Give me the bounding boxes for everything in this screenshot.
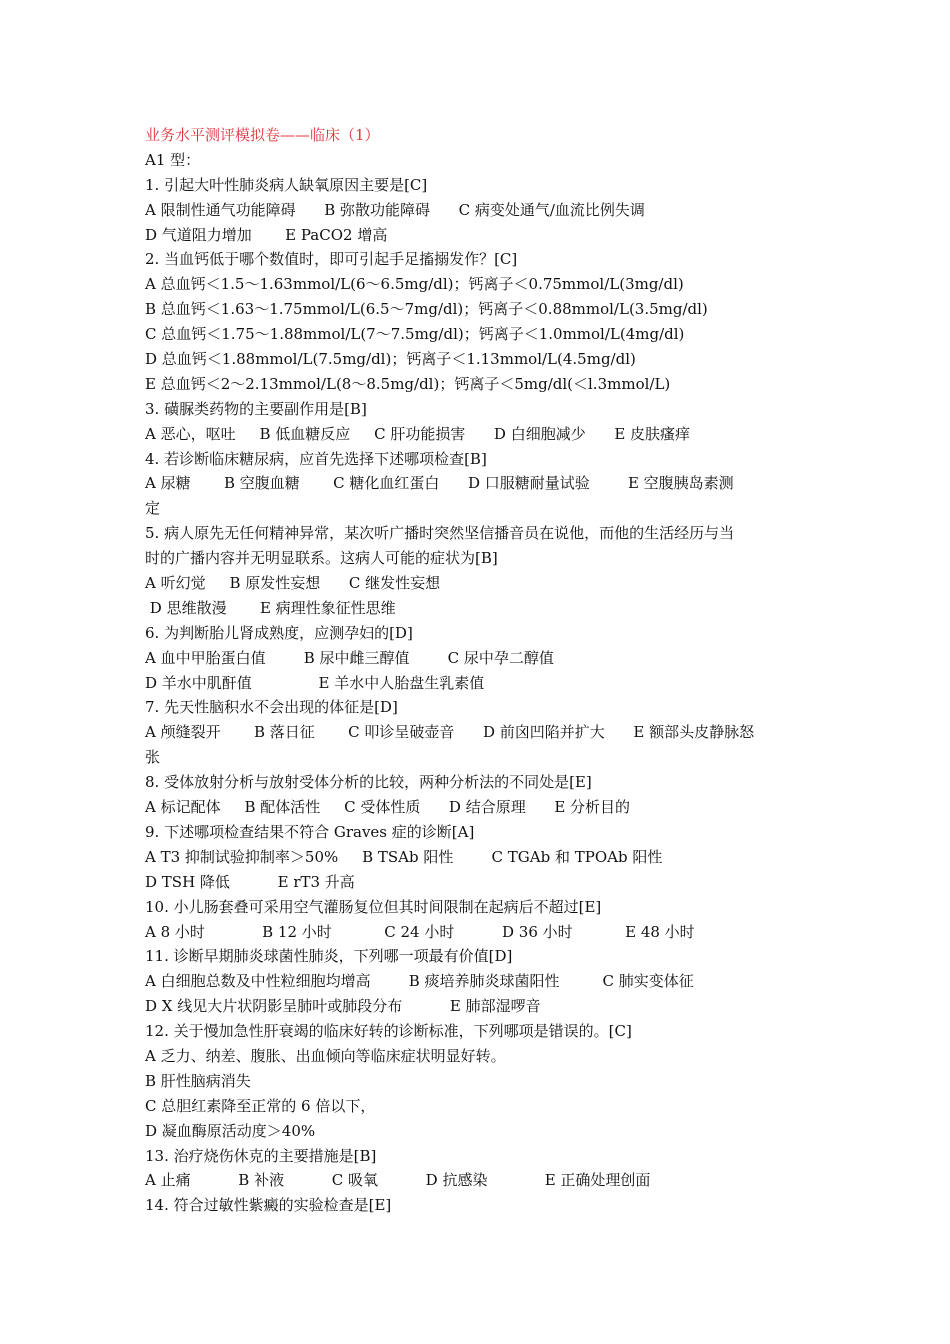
question-9-options-a: A T3 抑制试验抑制率＞50% B TSAb 阳性 C TGAb 和 TPOAb 阳性 [145,847,663,866]
question-11: 11. 诊断早期肺炎球菌性肺炎，下列哪一项最有价值[D] [145,947,513,966]
question-7: 7. 先天性脑积水不会出现的体征是[D] [145,698,398,717]
question-1-options-b: D 气道阻力增加 E PaCO2 增高 [145,225,388,244]
question-6: 6. 为判断胎儿肾成熟度，应测孕妇的[D] [145,623,413,642]
question-10: 10. 小儿肠套叠可采用空气灌肠复位但其时间限制在起病后不超过[E] [145,897,602,916]
question-10-options: A 8 小时 B 12 小时 C 24 小时 D 36 小时 E 48 小时 [145,922,695,941]
question-4: 4. 若诊断临床糖尿病，应首先选择下述哪项检查[B] [145,449,487,468]
question-2-option-b: B 总血钙＜1.63～1.75mmol/L(6.5～7mg/dl)；钙离子＜0.88mmol/L(3.5mg/dl) [145,300,708,319]
question-7-options: A 颅缝裂开 B 落日征 C 叩诊呈破壶音 D 前囟凹陷并扩大 E 额部头皮静脉怒 [145,723,755,742]
question-12-option-c: C 总胆红素降至正常的 6 倍以下， [145,1096,376,1115]
question-14: 14. 符合过敏性紫癜的实验检查是[E] [145,1196,392,1215]
question-5: 5. 病人原先无任何精神异常，某次听广播时突然坚信播音员在说他，而他的生活经历与当 [145,524,735,543]
question-3: 3. 磺脲类药物的主要副作用是[B] [145,399,367,418]
question-11-options-a: A 白细胞总数及中性粒细胞均增高 B 痰培养肺炎球菌阳性 C 肺实变体征 [145,972,694,991]
question-12-option-d: D 凝血酶原活动度＞40% [145,1121,316,1140]
question-11-options-b: D X 线见大片状阴影呈肺叶或肺段分布 E 肺部湿啰音 [145,997,541,1016]
question-2-option-d: D 总血钙＜1.88mmol/L(7.5mg/dl)；钙离子＜1.13mmol/L(4.5mg/dl) [145,350,636,369]
question-13: 13. 治疗烧伤休克的主要措施是[B] [145,1146,377,1165]
question-4-options: A 尿糖 B 空腹血糖 C 糖化血红蛋白 D 口服糖耐量试验 E 空腹胰岛素测 [145,474,734,493]
question-4-options-wrap: 定 [145,499,161,518]
question-5-wrap: 时的广播内容并无明显联系。这病人可能的症状为[B] [145,549,498,568]
question-13-options: A 止痛 B 补液 C 吸氧 D 抗感染 E 正确处理创面 [145,1171,651,1190]
question-7-options-wrap: 张 [145,748,161,767]
question-2: 2. 当血钙低于哪个数值时，即可引起手足搐搦发作？[C] [145,250,518,269]
question-6-options-b: D 羊水中肌酐值 E 羊水中人胎盘生乳素值 [145,673,485,692]
question-2-option-c: C 总血钙＜1.75～1.88mmol/L(7～7.5mg/dl)；钙离子＜1.0mmol/L(4mg/dl) [145,325,685,344]
question-1: 1. 引起大叶性肺炎病人缺氧原因主要是[C] [145,175,428,194]
question-2-option-e: E 总血钙＜2～2.13mmol/L(8～8.5mg/dl)；钙离子＜5mg/dl(＜l.3mmol/L) [145,374,671,393]
document-page [145,123,815,1218]
question-5-options-a: A 听幻觉 B 原发性妄想 C 继发性妄想 [145,574,441,593]
question-12-option-b: B 肝性脑病消失 [145,1071,251,1090]
question-1-options-a: A 限制性通气功能障碍 B 弥散功能障碍 C 病变处通气/血流比例失调 [145,200,645,219]
question-2-option-a: A 总血钙＜1.5～1.63mmol/L(6～6.5mg/dl)；钙离子＜0.75mmol/L(3mg/dl) [145,275,684,294]
question-12: 12. 关于慢加急性肝衰竭的临床好转的诊断标准，下列哪项是错误的。[C] [145,1022,632,1041]
document-title: 业务水平测评模拟卷——临床（1） [145,126,380,144]
question-8: 8. 受体放射分析与放射受体分析的比较，两种分析法的不同处是[E] [145,773,592,792]
question-5-options-b: D 思维散漫 E 病理性象征性思维 [145,598,396,617]
question-6-options-a: A 血中甲胎蛋白值 B 尿中雌三醇值 C 尿中孕二醇值 [145,648,554,667]
question-12-option-a: A 乏力、纳差、腹胀、出血倾向等临床症状明显好转。 [145,1046,506,1065]
section-heading: A1 型： [145,150,201,169]
question-9: 9. 下述哪项检查结果不符合 Graves 症的诊断[A] [145,822,475,841]
question-9-options-b: D TSH 降低 E rT3 升高 [145,872,355,891]
question-8-options: A 标记配体 B 配体活性 C 受体性质 D 结合原理 E 分析目的 [145,798,631,817]
question-3-options: A 恶心，呕吐 B 低血糖反应 C 肝功能损害 D 白细胞减少 E 皮肤瘙痒 [145,424,691,443]
